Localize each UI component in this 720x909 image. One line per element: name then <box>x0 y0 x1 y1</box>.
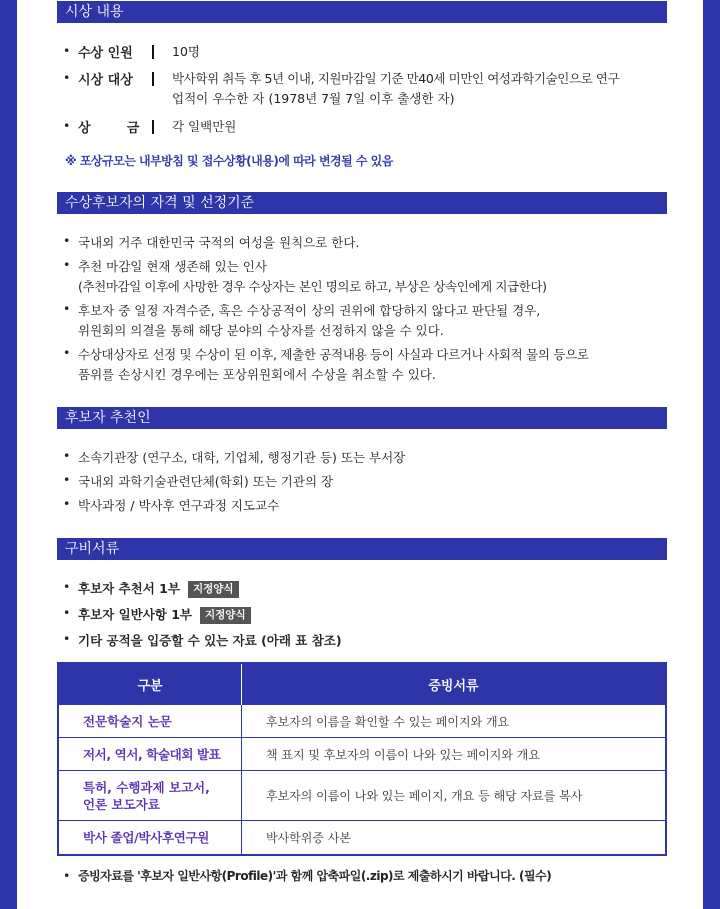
award-value-target-line2: 업적이 우수한 자 (1978년 7월 7일 이후 출생한 자) <box>172 91 455 106</box>
separator <box>152 45 154 59</box>
bullet-icon: • <box>63 345 71 360</box>
documents-table <box>57 662 667 856</box>
bullet-icon: • <box>63 43 71 58</box>
bullet-icon: • <box>63 472 71 487</box>
bullet-icon: • <box>63 233 71 248</box>
bullet-icon: • <box>63 448 71 463</box>
documents-footer-note: 증빙자료를 '후보자 일반사항(Profile)'과 함께 압축파일(.zip)로 제출하시기 바랍니다. (필수) <box>78 869 552 883</box>
qualification-item-line2: (추천마감일 이후에 사망한 경우 수상자는 본인 명의로 하고, 부상은 상속인에게 지급한다) <box>78 279 547 294</box>
bullet-icon: • <box>63 118 71 133</box>
section-header-qualification: 수상후보자의 자격 및 선정기준 <box>57 192 667 214</box>
bullet-icon: • <box>63 579 71 594</box>
qualification-item: 추천 마감일 현재 생존해 있는 인사 <box>78 259 267 274</box>
nominator-item: 박사과정 / 박사후 연구과정 지도교수 <box>78 498 280 513</box>
award-label-count: 수상 인원 <box>78 46 133 61</box>
qualification-item: 국내외 거주 대한민국 국적의 여성을 원칙으로 한다. <box>78 235 360 250</box>
separator <box>152 120 154 134</box>
document-item-text: 후보자 일반사항 1부 <box>78 607 193 622</box>
table-row <box>58 821 666 855</box>
table-row <box>58 705 666 738</box>
section-header-nominator: 후보자 추천인 <box>57 407 667 429</box>
document-item <box>78 605 251 624</box>
bullet-icon: • <box>63 496 71 511</box>
award-label-target: 시상 대상 <box>78 73 133 88</box>
bullet-icon: • <box>63 301 71 316</box>
table-cell-category: 박사 졸업/박사후연구원 <box>58 821 242 855</box>
bullet-icon: • <box>63 605 71 620</box>
qualification-item-line2: 위원회의 의결을 통해 해당 분야의 수상자를 선정하지 않을 수 있다. <box>78 323 444 338</box>
document-item <box>78 579 239 598</box>
nominator-item: 소속기관장 (연구소, 대학, 기업체, 행정기관 등) 또는 부서장 <box>78 450 406 465</box>
section-header-documents: 구비서류 <box>57 538 667 560</box>
document-page <box>17 0 703 909</box>
table-cell-document: 책 표지 및 후보자의 이름이 나와 있는 페이지와 개요 <box>242 738 667 771</box>
document-item: 기타 공적을 입증할 수 있는 자료 (아래 표 참조) <box>78 633 342 648</box>
category-line: 특허, 수행과제 보고서, <box>83 779 210 795</box>
award-value-count: 10명 <box>172 44 200 59</box>
bullet-icon: • <box>63 257 71 272</box>
qualification-item-line2: 품위를 손상시킨 경우에는 포상위원회에서 수상을 취소할 수 있다. <box>78 367 436 382</box>
bullet-icon: • <box>63 868 71 883</box>
table-cell-document: 박사학위증 사본 <box>242 821 667 855</box>
table-cell-category: 전문학술지 논문 <box>58 705 242 738</box>
award-note: ※ 포상규모는 내부방침 및 접수상황(내용)에 따라 변경될 수 있음 <box>65 154 393 168</box>
category-line: 언론 보도자료 <box>83 796 160 812</box>
award-value-prize: 각 일백만원 <box>172 119 237 134</box>
section-header-award: 시상 내용 <box>57 1 667 23</box>
table-row <box>58 738 666 771</box>
award-label-prize: 상 금 <box>78 121 140 136</box>
qualification-item: 후보자 중 일정 자격수준, 혹은 수상공적이 상의 권위에 합당하지 않다고 판단될 경우, <box>78 303 541 318</box>
table-cell-category: 저서, 역서, 학술대회 발표 <box>58 738 242 771</box>
bullet-icon: • <box>63 70 71 85</box>
table-header-row <box>58 663 666 705</box>
separator <box>152 72 154 86</box>
table-cell-category <box>58 771 242 821</box>
table-header: 증빙서류 <box>242 663 667 705</box>
bullet-icon: • <box>63 631 71 646</box>
form-badge: 지정양식 <box>188 581 239 598</box>
award-value-target-line1: 박사학위 취득 후 5년 이내, 지원마감일 기준 만40세 미만인 여성과학기술인으로 연구 <box>172 71 620 86</box>
form-badge: 지정양식 <box>200 607 251 624</box>
nominator-item: 국내외 과학기술관련단체(학회) 또는 기관의 장 <box>78 474 334 489</box>
document-item-text: 후보자 추천서 1부 <box>78 581 180 596</box>
table-header: 구분 <box>58 663 242 705</box>
qualification-item: 수상대상자로 선정 및 수상이 된 이후, 제출한 공적내용 등이 사실과 다르거나 사회적 물의 등으로 <box>78 347 589 362</box>
table-cell-document: 후보자의 이름을 확인할 수 있는 페이지와 개요 <box>242 705 667 738</box>
table-cell-document: 후보자의 이름이 나와 있는 페이지, 개요 등 해당 자료를 복사 <box>242 771 667 821</box>
table-row <box>58 771 666 821</box>
